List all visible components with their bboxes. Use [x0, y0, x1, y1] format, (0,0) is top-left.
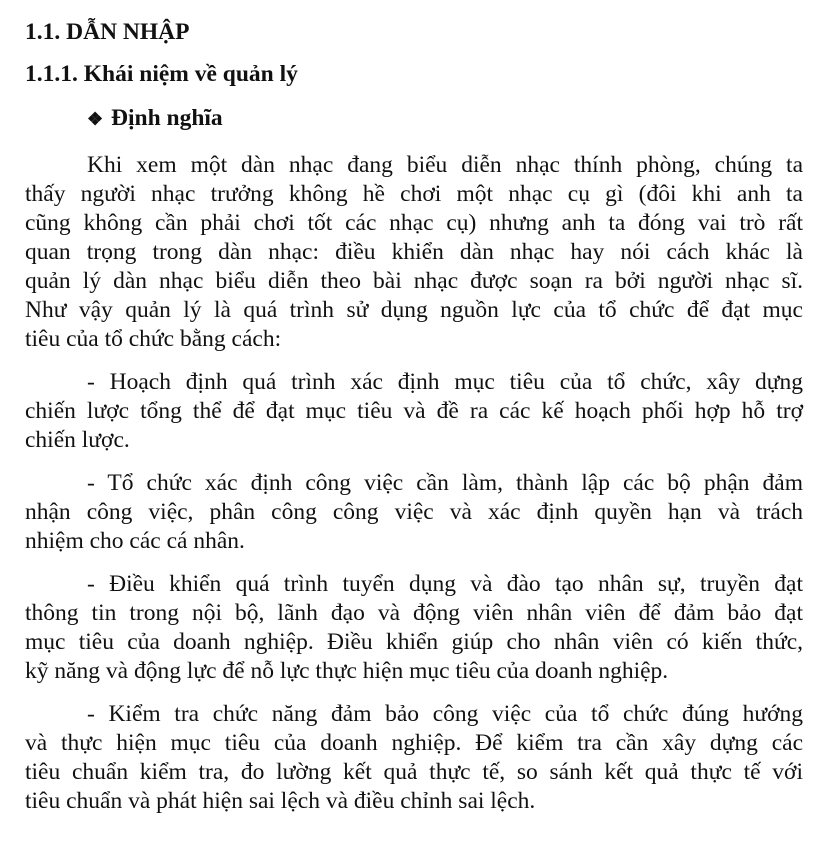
text-line: cũng không cần phải chơi tốt các nhạc cụ) nhưng anh ta đóng vai trò rất: [25, 210, 803, 236]
text-line: kỹ năng và động lực để nỗ lực thực hiện mục tiêu của doanh nghiệp.: [25, 658, 669, 684]
document-page: [25, 12, 803, 816]
intro-paragraph: [25, 151, 803, 354]
text-line: Khi xem một dàn nhạc đang biểu diễn nhạc thính phòng, chúng ta: [87, 152, 803, 178]
subsection-heading: 1.1.1. Khái niệm về quản lý: [25, 61, 298, 87]
text-line: - Kiểm tra chức năng đảm bảo công việc của tổ chức đúng hướng: [87, 701, 803, 727]
planning-paragraph: [25, 368, 803, 455]
text-line: - Hoạch định quá trình xác định mục tiêu của tổ chức, xây dựng: [87, 369, 803, 395]
text-line: và thực hiện mục tiêu của doanh nghiệp. Để kiểm tra cần xây dựng các: [25, 730, 803, 756]
text-line: chiến lược tổng thể để đạt mục tiêu và đề ra các kế hoạch phối hợp hỗ trợ: [25, 398, 803, 424]
text-line: quản lý dàn nhạc biểu diễn theo bài nhạc được soạn ra bởi người nhạc sĩ.: [25, 268, 803, 294]
text-line: nhiệm cho các cá nhân.: [25, 528, 245, 554]
controlling-paragraph: [25, 700, 803, 816]
text-line: tiêu chuẩn kiểm tra, đo lường kết quả thực tế, so sánh kết quả thực tế với: [25, 759, 803, 785]
text-line: Như vậy quản lý là quá trình sử dụng nguồn lực của tổ chức để đạt mục: [25, 297, 803, 323]
definition-heading: [87, 98, 803, 139]
text-line: nhận công việc, phân công công việc và xác định quyền hạn và trách: [25, 499, 803, 525]
text-line: thấy người nhạc trưởng không hề chơi một nhạc cụ gì (đôi khi anh ta: [25, 181, 803, 207]
organizing-paragraph: [25, 469, 803, 556]
text-line: - Điều khiển quá trình tuyển dụng và đào tạo nhân sự, truyền đạt: [87, 571, 803, 597]
text-line: - Tổ chức xác định công việc cần làm, thành lập các bộ phận đảm: [87, 470, 803, 496]
text-line: tiêu chuẩn và phát hiện sai lệch và điều chỉnh sai lệch.: [25, 788, 536, 814]
text-line: thông tin trong nội bộ, lãnh đạo và động viên nhân viên để đảm bảo đạt: [25, 600, 803, 626]
text-line: mục tiêu của doanh nghiệp. Điều khiển giúp cho nhân viên có kiến thức,: [25, 629, 803, 655]
leading-paragraph: [25, 570, 803, 686]
text-line: quan trọng trong dàn nhạc: điều khiển dàn nhạc hay nói cách khác là: [25, 239, 803, 265]
text-line: chiến lược.: [25, 427, 130, 453]
definition-heading-text: Định nghĩa: [111, 105, 223, 131]
text-line: tiêu của tổ chức bằng cách:: [25, 326, 282, 352]
diamond-bullet-icon: ❖: [87, 109, 104, 129]
section-heading: 1.1. DẪN NHẬP: [25, 19, 190, 45]
